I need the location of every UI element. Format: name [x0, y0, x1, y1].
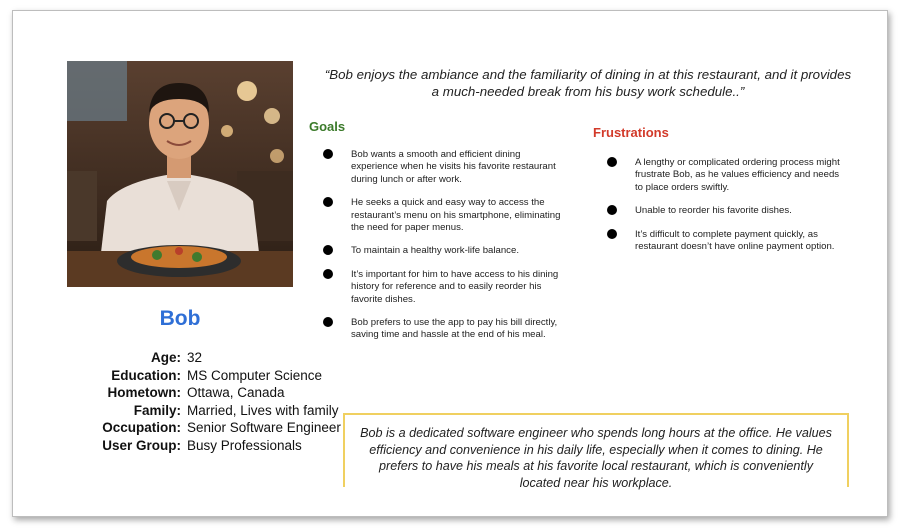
goals-list: [323, 149, 563, 342]
goal-text: It’s important for him to have access to his dining history for reference and to easily reorder his favorite dishes.: [351, 268, 559, 305]
detail-row-occupation: [71, 419, 361, 437]
frustrations-list: [607, 157, 847, 253]
detail-label: Family:: [133, 402, 181, 418]
persona-details: [71, 349, 361, 454]
persona-name: Bob: [159, 307, 201, 330]
goal-item: [323, 245, 563, 257]
frustration-item: [607, 205, 847, 217]
detail-label: User Group:: [102, 437, 181, 453]
bullet-icon: [607, 229, 617, 239]
detail-label: Occupation:: [102, 420, 181, 435]
detail-value: Married, Lives with family: [187, 402, 339, 418]
bullet-icon: [323, 149, 333, 159]
goal-item: [323, 269, 563, 306]
bullet-icon: [607, 205, 617, 215]
bullet-icon: [323, 197, 333, 207]
detail-label: Hometown:: [107, 385, 181, 400]
detail-row-user-group: [71, 437, 361, 455]
person-photo-icon: [67, 61, 293, 287]
bullet-icon: [323, 317, 333, 327]
detail-label: Education:: [111, 367, 181, 383]
bullet-icon: [323, 269, 333, 279]
detail-row-age: [71, 349, 361, 367]
detail-value: Senior Software Engineer: [187, 420, 341, 435]
frustration-text: It’s difficult to complete payment quickly, as restaurant doesn’t have online payment option.: [635, 228, 835, 253]
goal-item: [323, 317, 563, 342]
detail-value: 32: [187, 350, 203, 365]
detail-label: Age:: [151, 350, 181, 365]
persona-bio: Bob is a dedicated software engineer who spends long hours at the office. He values efficiency and convenience in his daily life, especially when it comes to dining. He prefers to have his meals at his favorite local restaurant, which is conveniently located near his workplace.: [343, 413, 849, 487]
detail-value: MS Computer Science: [187, 367, 323, 383]
frustration-item: [607, 157, 847, 194]
detail-row-education: [71, 367, 361, 385]
frustrations-heading: Frustrations: [593, 125, 669, 140]
frustration-item: [607, 229, 847, 254]
bullet-icon: [607, 157, 617, 167]
goal-text: He seeks a quick and easy way to access the restaurant’s menu on his smartphone, eliminating the need for paper menus.: [351, 197, 561, 234]
persona-photo: [67, 61, 293, 287]
goal-item: [323, 149, 563, 186]
goal-text: Bob wants a smooth and efficient dining experience when he visits his favorite restaurant during lunch or after work.: [351, 149, 556, 185]
goals-heading: Goals: [309, 119, 346, 134]
persona-quote: “Bob enjoys the ambiance and the familiarity of dining in at this restaurant, and it provides a much-needed break from his busy work schedule..”: [324, 67, 852, 99]
detail-row-hometown: [71, 384, 361, 402]
frustration-text: A lengthy or complicated ordering process might frustrate Bob, as he values efficiency and needs to place orders swiftly.: [635, 157, 840, 193]
detail-row-family: [71, 402, 361, 420]
goal-text: Bob prefers to use the app to pay his bill directly, saving time and hassle at the end of his meal.: [351, 317, 558, 341]
detail-value: Ottawa, Canada: [187, 385, 285, 400]
detail-value: Busy Professionals: [187, 437, 302, 453]
persona-card: [12, 10, 888, 517]
goal-text: To maintain a healthy work-life balance.: [351, 245, 519, 257]
goal-item: [323, 197, 563, 234]
frustration-text: Unable to reorder his favorite dishes.: [635, 205, 792, 217]
bullet-icon: [323, 245, 333, 255]
